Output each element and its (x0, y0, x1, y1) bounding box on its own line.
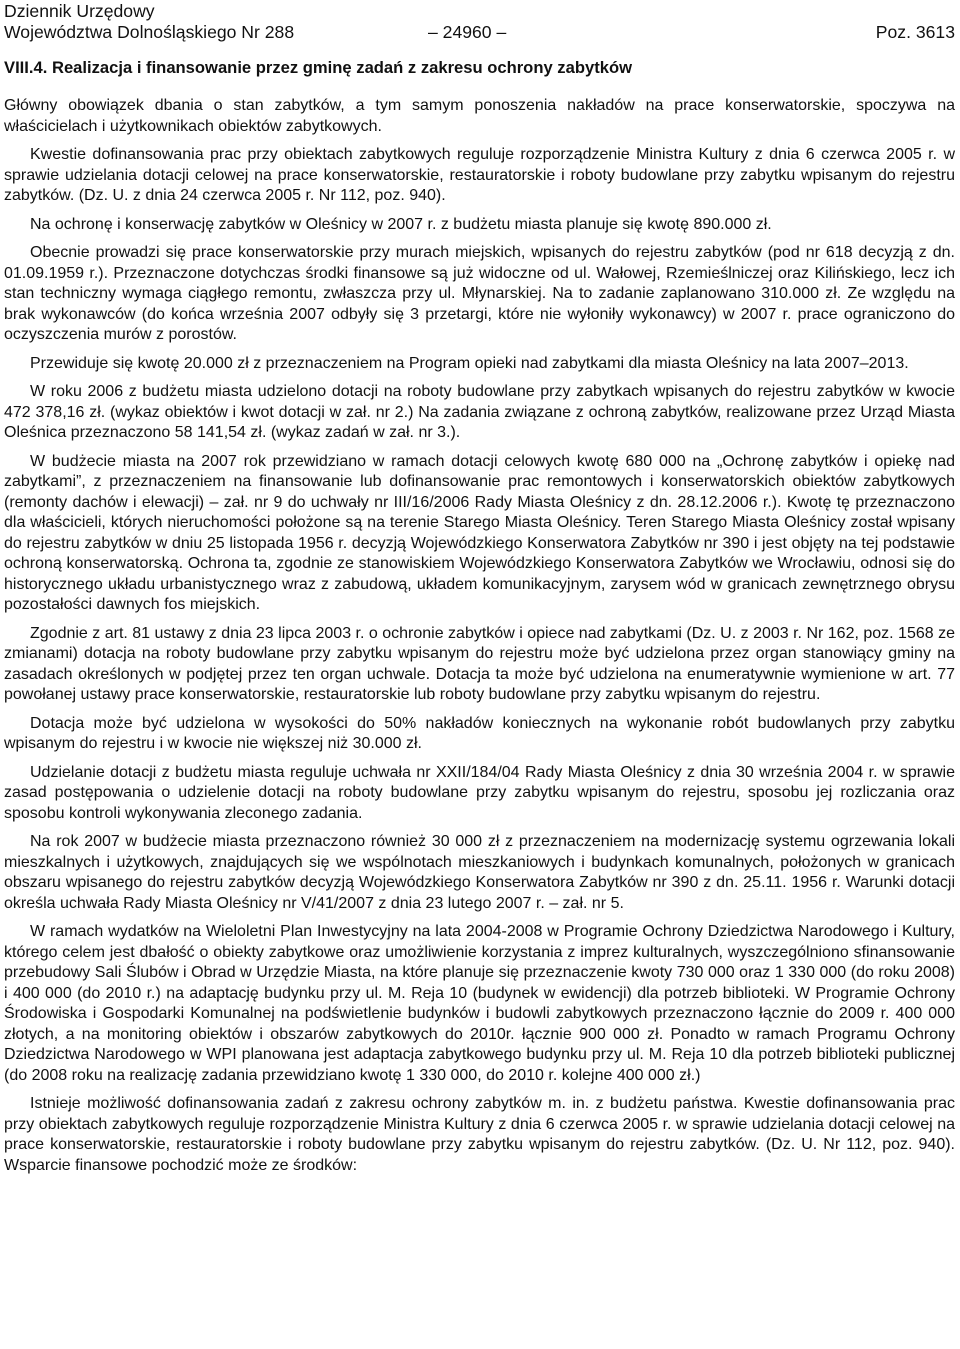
position-number: Poz. 3613 (875, 22, 955, 42)
document-page (4, 0, 955, 1176)
paragraph: Kwestie dofinansowania prac przy obiektach zabytkowych reguluje rozporządzenie Ministra Kultury z dnia 6 czerwca 2005 r. w sprawie udzielania dotacji celowej na prace konserwatorskie, restauratorskie i roboty budowlane przy zabytku wpisanym do rejestru zabytków. (Dz. U. z dnia 24 czerwca 2005 r. Nr 112, poz. 940). (4, 146, 955, 204)
paragraph: Główny obowiązek dbania o stan zabytków, a tym samym ponoszenia nakładów na prace konserwatorskie, spoczywa na właścicielach i użytkownikach obiektów zabytkowych. (4, 97, 955, 135)
page-header (4, 0, 955, 44)
paragraph: Dotacja może być udzielona w wysokości do 50% nakładów koniecznych na wykonanie robót budowlanych przy zabytku wpisanym do rejestru i w kwocie nie większej niż 30.000 zł. (4, 714, 955, 752)
paragraph: Na ochronę i konserwację zabytków w Oleśnicy w 2007 r. z budżetu miasta planuje się kwotę 890.000 zł. (30, 215, 772, 233)
page-number: – 24960 – (428, 22, 507, 42)
paragraph: Istnieje możliwość dofinansowania zadań z zakresu ochrony zabytków m. in. z budżetu państwa. Kwestie dofinansowania prac przy obiektach zabytkowych reguluje rozporządzenie Ministra Kultury z dnia 6 czerwca 2005 r. w sprawie udzielania dotacji celowej na prace konserwatorskie, restauratorskie i roboty budowlane przy zabytku wpisanym do rejestru zabytków. (Dz. U. Nr 112, poz. 940). Wsparcie finansowe pochodzić może ze środków: (4, 1095, 955, 1174)
paragraph: Udzielanie dotacji z budżetu miasta reguluje uchwała nr XXII/184/04 Rady Miasta Oleśnicy z dnia 30 września 2004 r. w sprawie zasad postępowania o udzielenie dotacji na roboty budowlane przy zabytku wpisanym do rejestru, sposobu jej rozliczania oraz sposobu kontroli wykonywania zleconego zadania. (4, 763, 955, 822)
paragraph: Obecnie prowadzi się prace konserwatorskie przy murach miejskich, wpisanych do rejestru zabytków (pod nr 618 decyzją z dn. 01.09.1959 r.). Przeznaczone dotychczas środki finansowe są już widoczne od ul. Wałowej, Rzemieślniczej oraz Kilińskiego, lecz ich stan techniczny wymaga ciągłego remontu, zwłaszcza przy ul. Młynarskiej. Na to zadanie zaplanowano 310.000 zł. Ze względu na brak wykonawców (do końca września 2007 odbyły się 3 przetargi, które nie wyłoniły wykonawcy) w 2007 r. prace ograniczono do oczyszczenia murów z porostów. (4, 244, 955, 343)
paragraph: W budżecie miasta na 2007 rok przewidziano w ramach dotacji celowych kwotę 680 000 na „Ochronę zabytków i opiekę nad zabytkami”, z przeznaczeniem na finansowanie lub dofinansowanie prac remontowych i konserwatorskich obiektów zabytkowych (remonty dachów i elewacji) – zał. nr 9 do uchwały nr III/16/2006 Rady Miasta Oleśnicy z dn. 28.12.2006 r.). Kwotę tę przeznaczono dla właścicieli, których nieruchomości położone są na terenie Starego Miasta Oleśnicy. Teren Starego Miasta Oleśnicy został wpisany do rejestru zabytków w dniu 25 listopada 1956 r. decyzją Wojewódzkiego Konserwatora Zabytków nr 390 i jest objęty na tej podstawie ochroną konserwatorską. Ochrona ta, zgodnie ze stanowiskiem Wojewódzkiego Konserwatora Zabytków we Wrocławiu, odnosi się do historycznego układu urbanistycznego wraz z zabudową, układem komunikacyjnym, zarysem wód w granicach zewnętrznego obrysu pozostałości dawnych fos miejskich. (4, 452, 955, 613)
section-title: VIII.4. Realizacja i finansowanie przez gminę zadań z zakresu ochrony zabytków (4, 58, 632, 77)
paragraph: W ramach wydatków na Wieloletni Plan Inwestycyjny na lata 2004-2008 w Programie Ochrony Dziedzictwa Narodowego i Kultury, którego celem jest dbałość o obiekty zabytkowe oraz umożliwienie korzystania z imprez kulturalnych, wyszczególniono sfinansowanie przebudowy Sali Ślubów i Obrad w Urzędzie Miasta, na które planuje się przeznaczenie kwoty 730 000 oraz 1 330 000 (do roku 2008) i 400 000 (do 2010 r.) na adaptację budynku przy ul. M. Reja 10 (budynek w ewidencji) dla potrzeb biblioteki. W Programie Ochrony Środowiska i Gospodarki Komunalnej na podświetlenie budynków i budowli zabytkowych przeznaczono łącznie do 2009 r. 400 000 złotych, a na monitoring obiektów i obszarów zabytkowych do 2010r. łącznie 900 000 zł. Ponadto w ramach Programu Ochrony Dziedzictwa Narodowego w WPI planowana jest adaptacja zabytkowego budynku przy ul. M. Reja 10 dla potrzeb biblioteki publicznej (do 2008 roku na realizację zadania przewidziano kwotę 1 330 000, do 2010 r. kolejne 400 000 zł.) (4, 923, 955, 1084)
paragraph: Przewiduje się kwotę 20.000 zł z przeznaczeniem na Program opieki nad zabytkami dla miasta Oleśnicy na lata 2007–2013. (30, 354, 909, 372)
paragraph: Na rok 2007 w budżecie miasta przeznaczono również 30 000 zł z przeznaczeniem na modernizację systemu ogrzewania lokali mieszkalnych i użytkowych, znajdujących się we wspólnotach mieszkaniowych i budynkach komunalnych, położonych w granicach obszaru wpisanego do rejestru zabytków decyzją Wojewódzkiego Konserwatora Zabytków nr 390 z dn. 25.11. 1956 r. Warunki dotacji określa uchwała Rady Miasta Oleśnicy nr V/41/2007 z dnia 23 lutego 2007 r. – zał. nr 5. (4, 833, 955, 912)
journal-issue: Województwa Dolnośląskiego Nr 288 (4, 22, 295, 42)
journal-title: Dziennik Urzędowy (4, 1, 155, 21)
paragraph: W roku 2006 z budżetu miasta udzielono dotacji na roboty budowlane przy zabytkach wpisanych do rejestru zabytków w kwocie 472 378,16 zł. (wykaz obiektów i kwot dotacji w zał. nr 2.) Na zadania związane z ochroną zabytków, realizowane przez Urząd Miasta Oleśnica przeznaczono 58 141,54 zł. (wykaz zadań w zał. nr 3.). (4, 383, 955, 441)
paragraph: Zgodnie z art. 81 ustawy z dnia 23 lipca 2003 r. o ochronie zabytków i opiece nad zabytkami (Dz. U. z 2003 r. Nr 162, poz. 1568 ze zmianami) dotacja na roboty budowlane przy zabytku wpisanym do rejestru może być udzielona przez organ stanowiący gminy na zasadach określonych w podjętej przez ten organ uchwale. Dotacja ta może być udzielona na enumeratywnie wymienione w art. 77 powołanej ustawy prace konserwatorskie, restauratorskie lub roboty budowlane przy zabytku wpisanym do rejestru. (4, 624, 955, 703)
